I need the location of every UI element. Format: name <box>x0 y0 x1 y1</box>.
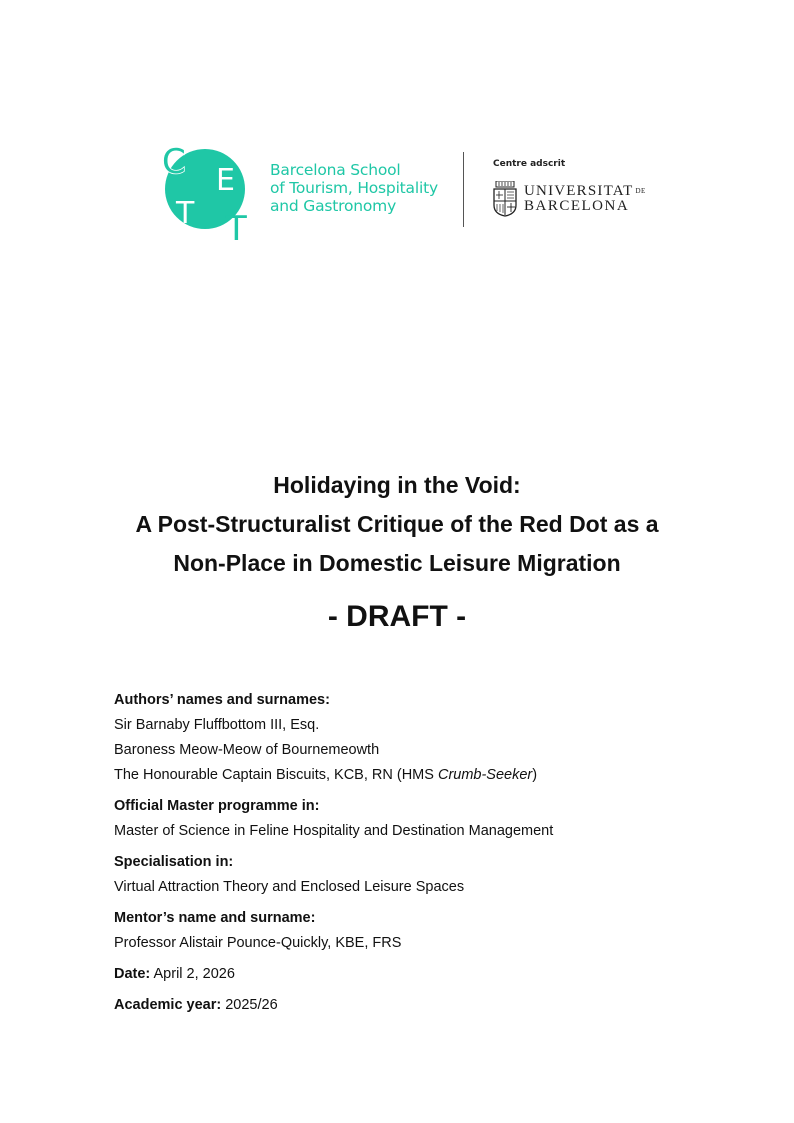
school-name-line: of Tourism, Hospitality <box>270 179 438 197</box>
school-name <box>270 161 438 215</box>
author3-ship: Crumb-Seeker <box>437 767 533 783</box>
university-de: DE <box>635 187 646 195</box>
logo-divider <box>463 152 464 227</box>
thesis-title <box>60 466 734 583</box>
draft-status: - DRAFT - <box>327 600 467 633</box>
date-label: Date: <box>114 966 151 982</box>
date-value: April 2, 2026 <box>153 966 235 982</box>
programme-value: Master of Science in Feline Hospitality and Destination Management <box>114 823 554 839</box>
author-name <box>114 765 734 790</box>
logo-letter-c: C <box>162 143 186 182</box>
year-section <box>114 995 734 1020</box>
title-line: Non-Place in Domestic Leisure Migration <box>173 550 621 576</box>
logo-letter-t1: T <box>176 196 195 231</box>
author-name: Sir Barnaby Fluffbottom III, Esq. <box>114 717 320 733</box>
specialisation-label: Specialisation in: <box>114 854 234 870</box>
university-name-line2: BARCELONA <box>524 198 630 214</box>
mentor-value: Professor Alistair Pounce-Quickly, KBE, FRS <box>114 935 402 951</box>
title-line: A Post-Structuralist Critique of the Red Dot as a <box>135 511 659 537</box>
author3-prefix: The Honourable Captain Biscuits, KCB, RN (HMS <box>114 767 438 783</box>
specialisation-value: Virtual Attraction Theory and Enclosed Leisure Spaces <box>114 879 465 895</box>
author3-suffix: ) <box>532 767 538 783</box>
programme-label: Official Master programme in: <box>114 798 320 814</box>
date-line <box>114 964 734 989</box>
centre-adscrit-label: Centre adscrit <box>493 159 566 169</box>
thesis-details <box>114 690 734 1026</box>
cet-logo <box>160 143 255 243</box>
mentor-section <box>114 908 734 958</box>
school-name-line: and Gastronomy <box>270 197 397 215</box>
programme-section <box>114 796 734 846</box>
specialisation-section <box>114 852 734 902</box>
logo-letter-t2: T <box>226 209 247 243</box>
university-word: UNIVERSITAT <box>524 183 634 199</box>
logo-letter-e: E <box>216 163 235 198</box>
authors-section <box>114 690 734 790</box>
year-label: Academic year: <box>114 997 222 1013</box>
school-name-line: Barcelona School <box>270 161 401 179</box>
author-name: Baroness Meow-Meow of Bournemeowth <box>114 742 380 758</box>
date-section <box>114 964 734 989</box>
university-crest-icon <box>492 181 518 217</box>
title-line: Holidaying in the Void: <box>273 472 521 498</box>
mentor-label: Mentor’s name and surname: <box>114 910 316 926</box>
year-value: 2025/26 <box>225 997 278 1013</box>
authors-label: Authors’ names and surnames: <box>114 692 330 708</box>
year-line <box>114 995 734 1020</box>
